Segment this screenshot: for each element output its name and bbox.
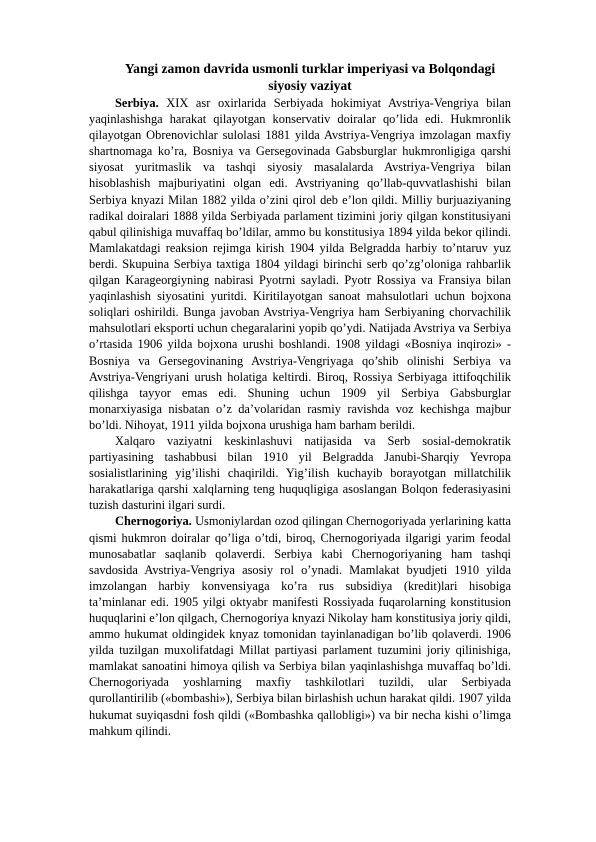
page-title: Yangi zamon davrida usmonli turklar imperiyasi va Bolqondagi siyosiy vaziyat xyxy=(124,61,496,93)
document-page xyxy=(89,60,511,739)
paragraph-international-situation xyxy=(89,433,511,513)
section-heading-chernogoriya: Chernogoriya. xyxy=(115,514,192,529)
paragraph-text: Usmoniylardan ozod qilingan Chernogoriyada yerlarining katta qismi hukmron doiralar qo’liga o’tdi, biroq, Chernogoriyada ilgarigi yarim feodal munosabatlar saqlanib qolaverdi. Serbiya kabi Chernogoriyaning ham tashqi savdosida Avstriya-Vengriya asosiy rol o’ynadi. Mamlakat byudjeti 1910 yilda imzolangan harbiy konvensiyaga ko’ra rus subsidiya (kredit)lari hisobiga ta’minlanar edi. 1905 yilgi oktyabr manifesti Rossiyada fuqarolarning konstitusion huquqlarini e’lon qilgach, Chernogoriya knyazi Nikolay ham konstitusiya joriy qildi, ammo hukumat oldingidek knyaz tomonidan tayinlanadigan bo’lib qolaverdi. 1906 yilda tuzilgan muxolifatdagi Millat partiyasi parlament tuzumini joriy qilinishiga, mamlakat sanoatini himoya qilish va Serbiya bilan yaqinlashishga muvaffaq bo’ldi. Chernogoriyada yoshlarning maxfiy tashkilotlari tuzildi, ular Serbiyada qurollantirilib («bombashi»), Serbiya bilan birlashish uchun harakat qildi. 1907 yilda hukumat suyiqasdni fosh qildi («Bombashka qallobligi») va bir necha kishi o’limga mahkum qilindi. xyxy=(89,514,511,738)
paragraph-chernogoriya xyxy=(89,513,511,738)
paragraph-serbiya xyxy=(89,95,511,433)
paragraph-text: XIX asr oxirlarida Serbiyada hokimiyat Avstriya-Vengriya bilan yaqinlashishga harakat qilayotgan konservativ doiralar qo’lida edi. Hukmronlik qilayotgan Obrenovichlar sulolasi 1881 yilda Avstriya-Vengriya imzolagan maxfiy shartnomaga ko’ra, Bosniya va Gersegovinada Gabsburglar hukmronligiga qarshi siyosat yuritmaslik va tashqi siyosiy masalalarda Avstriya-Vengriya bilan hisoblashish majburiyatini olgan edi. Avstriyaning qo’llab-quvvatlashishi bilan Serbiya knyazi Milan 1882 yilda o’zini qirol deb e’lon qildi. Milliy burjuaziyaning radikal doiralari 1888 yilda Serbiyada parlament tizimini joriy qilgan konstitusiyani qabul qilinishiga muvaffaq bo’ldilar, ammo bu konstitusiya 1894 yilda bekor qilindi. Mamlakatdagi reaksion rejimga kirish 1904 yilda Belgradda harbiy to’ntaruv yuz berdi. Skupuina Serbiya taxtiga 1804 yildagi birinchi serb qo’zg’oloniga rahbarlik qilgan Karageorgiyning nabirasi Pyotrni sayladi. Pyotr Rossiya va Fransiya bilan yaqinlashish siyosatini yuritdi. Kiritilayotgan sanoat mahsulotlari uchun bojxona soliqlari oshirildi. Bunga javoban Avstriya-Vengriya ham Serbiyaning chorvachilik mahsulotlari eksporti uchun chegaralarini yopib qo’ydi. Natijada Avstriya va Serbiya o’rtasida 1906 yilda bojxona urushi boshlandi. 1908 yildagi «Bosniya inqirozi» - Bosniya va Gersegovinaning Avstriya-Vengriyaga qo’shib olinishi Serbiya va Avstriya-Vengriyani urush holatiga keltirdi. Biroq, Rossiya Serbiyaga ittifoqchilik qilishga tayyor emas edi. Shuning uchun 1909 yil Serbiya Gabsburglar monarxiyasiga nisbatan o’z da’volaridan rasmiy ravishda voz kechishga majbur bo’ldi. Nihoyat, 1911 yilda bojxona urushiga ham barham berildi. xyxy=(89,96,511,432)
section-heading-serbiya: Serbiya. xyxy=(115,96,159,110)
paragraph-text: Xalqaro vaziyatni keskinlashuvi natijasida va Serb sosial-demokratik partiyasining tashabbusi bilan 1910 yil Belgradda Janubi-Sharqiy Yevropa sosialistlarining yig’ilishi chaqirildi. Yig’ilish kuchayib borayotgan millatchilik harakatlariga qarshi xalqlarning teng huquqligiga asoslangan Bolqon federasiyasini tuzish dasturini ilgari surdi. xyxy=(89,433,511,513)
